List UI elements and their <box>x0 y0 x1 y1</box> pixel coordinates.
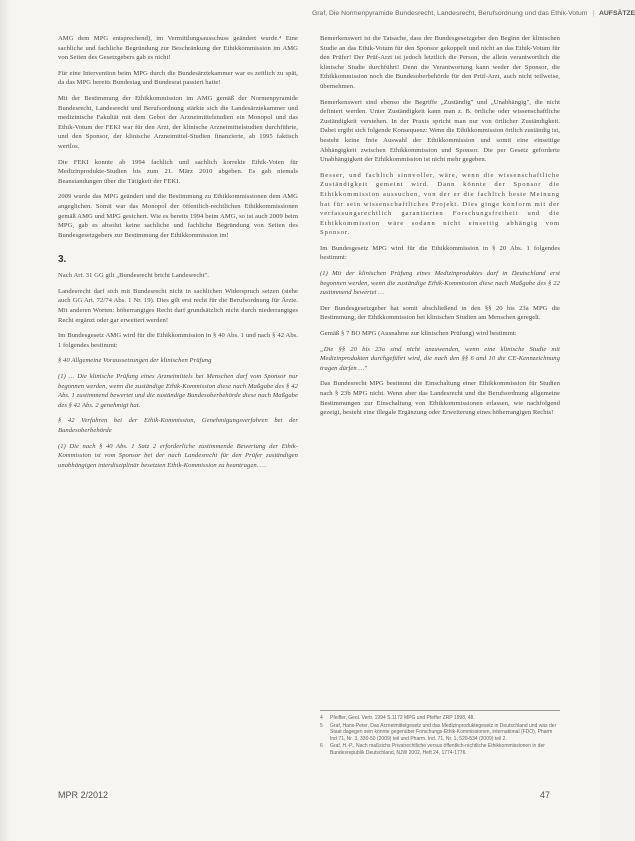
footnote-text: Graf, H.-P., Nach maßsichs Privatrechtliche versus öffentlich-rechtliche Ethikkommissionen in der Bundesrepublik Deutschland, NJW 2002, Heft 24, 1774-1776. <box>330 743 545 756</box>
right-column <box>320 34 560 708</box>
quote-heading: § 40 Allgemeine Voraussetzungen der klinischen Prüfung <box>58 357 212 365</box>
footnote-number: 4 <box>320 715 323 721</box>
paragraph: Der Bundesgesetzgeber hat somit abschließend in den §§ 20 bis 23a MPG die Bestimmung, der Ethikkommission bei klinischen Studien am Menschen geregelt. <box>320 304 560 322</box>
paragraph: Die FEKI konnte ab 1994 fachlich und sachlich korrekte Ethik-Voten für Medizinprodukte-Studien bis zum 21. März 2010 abgeben. Es gab niemals Beanstandungen über die Tätigkeit der FEKI. <box>58 158 298 185</box>
left-column <box>58 34 298 774</box>
paragraph: Besser, und fachlich sinnvoller, wäre, wenn die wissenschaftliche Zuständigkeit gemeint wird. Dann könnte der Sponsor die Ethikkommission aussuchen, von der er die fachlich beste Meinung hat für sein wissenschaftliches Projekt. Dies ginge konform mit der verfassungsrechtlich garantierten Forschungsfreiheit und die Ethikkommission wäre sodann nicht einseitig abhängig vom Sponsor. <box>320 171 560 237</box>
quote-text: (1) Die nach § 40 Abs. 1 Satz 2 erforderliche zustimmende Bewertung der Ethik-Kommission ist vom Sponsor bei der nach Landesrecht für den Prüfer zuständigen unabhängigen interdisziplinär besetzten Ethik-Kommission zu beantragen. … <box>58 442 298 469</box>
footnote-number: 5 <box>320 722 323 729</box>
page-number: 47 <box>540 790 551 800</box>
footnote-text: Pfeiffer, Geol. Vertr. 1994 S.1172 MPG und Pfeffer ZRP 1998, 48. <box>330 715 475 721</box>
paragraph: Im Bundesgesetz MPG wird für die Ethikkommission in § 20 Abs. 1 folgendes bestimmt: <box>320 244 560 262</box>
paragraph: Mit der Bestimmung der Ethikkommission im AMG gemäß der Normenpyramide Bundesrecht, Landesrecht und Berufsordnung stärkte sich die Landesärztekammer und medizinische Fakultät mit dem Gebot der Arzneimittelstudien ein Monopol und das Ethik-Votum der FEKI war für den Arzt, der klinische Arzneimittelstudien durchführte, und den Sponsor, der klinische Arzneimittel-Studien finanzierte, ab 1995 faktisch wertlos. <box>58 94 298 150</box>
paragraph: Bemerkenswert sind ebenso die Begriffe „Zuständig" und „Unabhängig", die nicht definiert werden. Unter Zuständigkeit kann man z. B. örtliche oder wissenschaftliche Zuständigkeit verstehen. In der Praxis spricht man nur von örtlicher Zuständigkeit. Dabei ergibt sich folgende Konsequenz: Wenn die Ethikkommission örtlich zuständig ist, besteht keine freie Auswahl der Ethikkommission und somit eine einseitige Abhängigkeit zwischen Ethikkommission und Sponsor. Die per Gesetz geforderte Unabhängigkeit der Ethikkommission ist nicht mehr gegeben. <box>320 98 560 164</box>
journal-issue: MPR 2/2012 <box>58 790 109 800</box>
footnotes <box>320 710 560 785</box>
header-separator: | <box>592 10 595 17</box>
running-header <box>312 10 635 26</box>
footnote <box>320 723 560 743</box>
paragraph: Bemerkenswert ist die Tatsache, dass der Bundesgesetzgeber den Beginn der klinischen Studie an das Ethik-Votum für den Sponsor gekoppelt und nicht an das Ethik-Votum für den Prüfer! Der Prüf-Arzt ist jedoch letztlich die Person, die allein verantwortlich die klinische Studie durchführt! Denn die Verantwortung kann weder der Sponsor, die Ethikkommission noch die Bundesoberbehörde für den Prüf-Arzt, auch nicht teilweise, übernehmen. <box>320 35 560 90</box>
paragraph: Im Bundesgesetz AMG wird für die Ethikkommission in § 40 Abs. 1 und nach § 42 Abs. 1 folgendes bestimmt: <box>58 332 298 349</box>
paragraph: AMG dem MPG entsprechend), im Vermittlungsausschuss geändert wurde.⁴ Eine sachliche und fachliche Begründung zur Beschränkung der Ethikkommission im AMG von Seiten des Gesetzgebers gab es nicht! <box>58 35 298 62</box>
section-label: AUFSÄTZE <box>598 10 635 17</box>
footnote <box>320 715 560 722</box>
quote-text: (1) Mit der klinischen Prüfung eines Medizinproduktes darf in Deutschland erst begonnen werden, wenn die zuständige Ethik-Kommission diese nach Maßgabe des § 22 zustimmend bewertet … <box>320 270 560 297</box>
paragraph: Gemäß § 7 BO MPG (Ausnahme zur klinischen Prüfung) wird bestimmt: <box>320 330 517 338</box>
paragraph: Für eine Intervention beim MPG durch die Bundesärztekammer war es zeitlich zu spät, da das MPG bereits Bundestag und Bundesrat passiert hatte! <box>58 69 298 87</box>
running-title: Graf, Die Normenpyramide Bundesrecht, Landesrecht, Berufsordnung und das Ethik-Votum <box>312 10 588 17</box>
paragraph: Nach Art. 31 GG gilt „Bundesrecht bricht Landesrecht". <box>58 272 209 280</box>
paragraph: Landesrecht darf sich mit Bundesrecht nicht in sachlichen Widerspruch setzen (siehe auch GG Art. 72/74 Abs. 1 Nr. 19). Dies gilt erst recht für die Berufsordnung für Ärzte. Mit anderen Worten: höherrangiges Recht darf grundsätzlich nicht durch niederrangiges Recht ergänzt oder gar erweitert werden! <box>58 287 298 324</box>
paragraph: 2009 wurde das MPG geändert und die Bestimmung zu Ethikkommissionen dem AMG angeglichen. Somit war das Monopol der öffentlich-rechtlichen Ethikkommissionen gemäß AMG und MPG gesichert. Wie es bereits 1994 beim AMG, so ist auch 2009 beim MPG, gab es absolut keine sachliche und fachliche Begründung von Seiten des Bundesgesetzgebers zur Bestimmung der Ethikkommission im! <box>58 193 298 239</box>
paragraph: Das Bundesrecht MPG bestimmt die Einschaltung einer Ethikkommission für Studien nach § 23b MPG nicht. Wenn aber das Landesrecht und die Berufsordnung allgemeine Bestimmungen zur Einschaltung von Ethikkommissionen erlassen, wie nachfolgend gezeigt, besteht eine illegale Ergänzung oder Erweiterung eines höherrangigen Rechts! <box>320 380 560 417</box>
footnote-number: 6 <box>320 743 323 750</box>
footnote-text: Graf, Hans-Peter, Das Arzneimittelgesetz und das Medizinproduktegesetz in Deutschland und was der Staat dagegen sein könnte gegenüber Forschungs-Ethik-Kommissionen, international (FDO), Pharm Ind 71, Nr. 3, 330-50 (2009) teil und Pharm. Ind. 71, Nr. 1, 520-534 (2009) teil 2. <box>330 722 557 742</box>
quote-heading: § 42 Verfahren bei der Ethik-Kommission, Genehmigungsverfahren bei der Bundesoberbehörde <box>58 417 298 434</box>
footnote <box>320 743 560 756</box>
section-heading: 3. <box>58 254 67 266</box>
quote-text: „Die §§ 20 bis 23a sind nicht anzuwenden, wenn eine klinische Studie mit Medizinprodukten durchgeführt wird, die nach den §§ 6 und 10 die CE-Kennzeichnung tragen dürfen …" <box>320 345 560 372</box>
page-edge-shadow <box>0 0 10 841</box>
quote-text: (1) … Die klinische Prüfung eines Arzneimittels bei Menschen darf vom Sponsor nur begonnen werden, wenn die zuständige Ethik-Kommission diese nach Maßgabe des § 42 Abs. 1 zustimmend bewertet und die zuständige Bundesoberbehörde diese nach Maßgabe des § 42 Abs. 2 genehmigt hat. <box>58 373 298 409</box>
